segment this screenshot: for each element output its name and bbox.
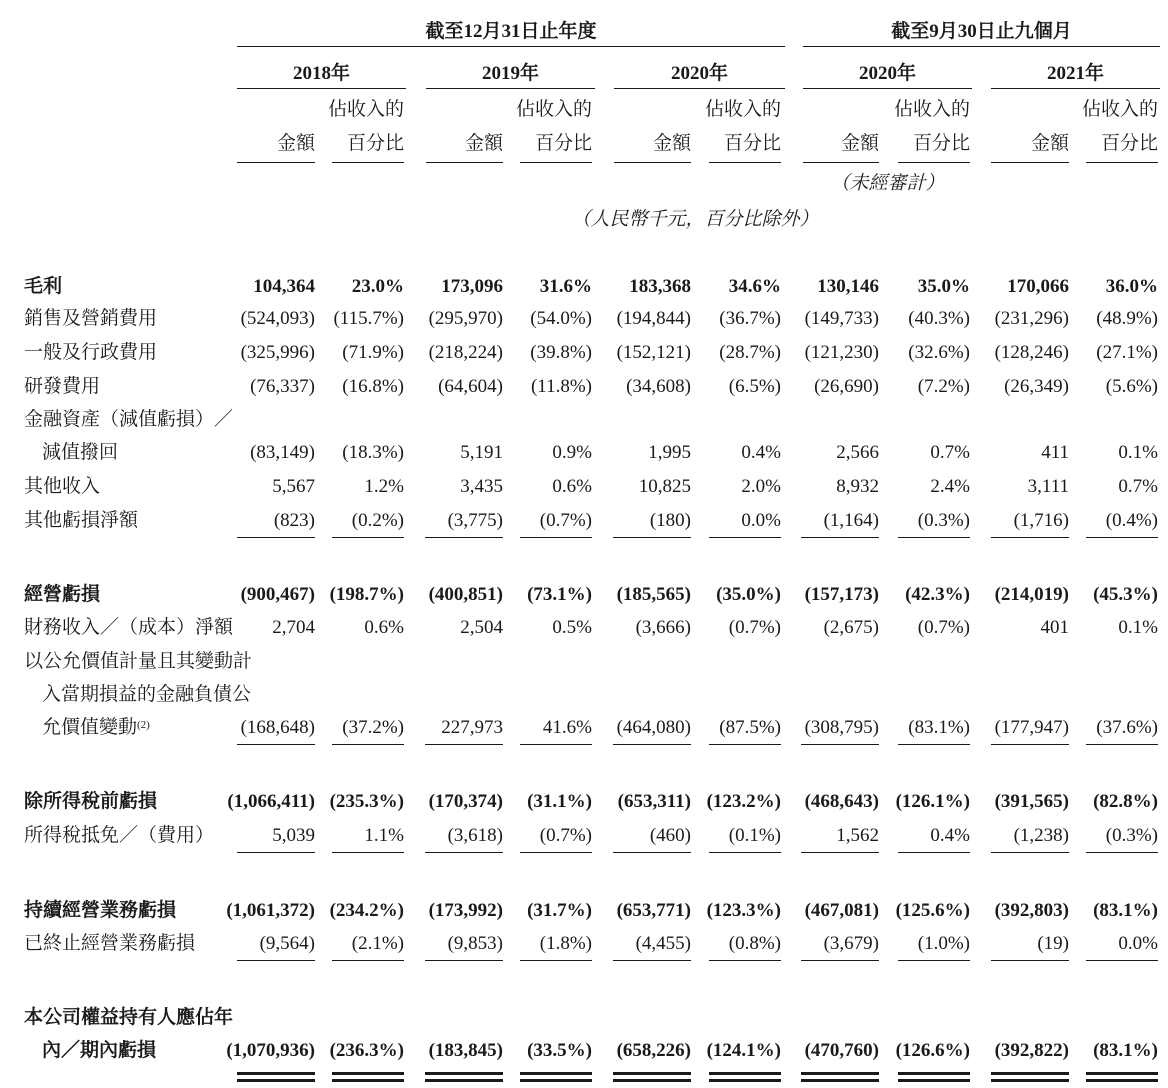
subtotal-rule — [991, 960, 1069, 961]
subtotal-rule — [801, 960, 879, 961]
amount-cell: (173,992) — [428, 900, 503, 921]
total-double-rule — [237, 1079, 315, 1082]
row-label: 內／期內虧損 — [42, 1040, 157, 1061]
amount-cell: (194,844) — [616, 308, 691, 329]
amount-cell: (392,822) — [994, 1040, 1069, 1061]
pct-header-line1-2020: 佔收入的 — [704, 99, 781, 120]
amount-cell: (468,643) — [804, 791, 879, 812]
row-label: 除所得稅前虧損 — [24, 791, 158, 812]
row-label: 毛利 — [24, 276, 63, 297]
amount-cell: (1,061,372) — [226, 900, 315, 921]
subtotal-rule — [613, 744, 691, 745]
amount-header-rule — [614, 162, 691, 163]
pct-cell: (37.2%) — [342, 717, 404, 738]
row-label: 入當期損益的金融負債公 — [42, 684, 252, 705]
amount-cell: (231,296) — [994, 308, 1069, 329]
amount-cell: 3,435 — [460, 476, 503, 497]
pct-cell: 0.9% — [552, 442, 592, 463]
pct-cell: 0.7% — [930, 442, 970, 463]
pct-cell: (126.6%) — [895, 1040, 970, 1061]
pct-header-line1-2019: 佔收入的 — [515, 99, 592, 120]
pct-cell: (0.8%) — [728, 933, 781, 954]
amount-cell: (470,760) — [804, 1040, 879, 1061]
total-double-rule — [613, 1072, 691, 1075]
total-double-rule — [332, 1079, 404, 1082]
subtotal-rule — [801, 744, 879, 745]
total-double-rule — [709, 1072, 781, 1075]
pct-cell: (27.1%) — [1096, 342, 1158, 363]
pct-cell: (0.7%) — [917, 617, 970, 638]
row-label: 財務收入／（成本）淨額 — [24, 617, 234, 638]
amount-cell: (658,226) — [616, 1040, 691, 1061]
row-label: 減值撥回 — [42, 442, 119, 463]
subtotal-rule — [898, 537, 970, 538]
pct-cell: (236.3%) — [329, 1040, 404, 1061]
pct-cell: (124.1%) — [706, 1040, 781, 1061]
pct-cell: (0.3%) — [1105, 825, 1158, 846]
total-double-rule — [991, 1072, 1069, 1075]
amount-cell: (149,733) — [804, 308, 879, 329]
amount-cell: (9,853) — [447, 933, 503, 954]
pct-cell: (0.1%) — [728, 825, 781, 846]
row-label: 金融資產（減值虧損）／ — [24, 409, 234, 430]
subtotal-rule — [613, 960, 691, 961]
pct-cell: (123.2%) — [706, 791, 781, 812]
subtotal-rule — [991, 537, 1069, 538]
pct-cell: (48.9%) — [1096, 308, 1158, 329]
pct-cell: (31.1%) — [527, 791, 592, 812]
subtotal-rule — [991, 852, 1069, 853]
pct-cell: (0.7%) — [728, 617, 781, 638]
pct-cell: (0.2%) — [351, 510, 404, 531]
pct-cell: (126.1%) — [895, 791, 970, 812]
amount-header-rule — [991, 162, 1069, 163]
year-rule-2019 — [426, 88, 595, 89]
row-label: 一般及行政費用 — [24, 342, 158, 363]
year-header-2019: 2019年 — [481, 63, 539, 84]
amount-cell: (170,374) — [428, 791, 503, 812]
subtotal-rule — [237, 960, 315, 961]
amount-cell: (9,564) — [259, 933, 315, 954]
year-rule-2021-9m — [991, 88, 1160, 89]
pct-cell: (36.7%) — [719, 308, 781, 329]
pct-cell: (45.3%) — [1093, 584, 1158, 605]
pct-cell: (71.9%) — [342, 342, 404, 363]
amount-cell: (183,845) — [428, 1040, 503, 1061]
subtotal-rule — [1086, 852, 1158, 853]
subtotal-rule — [520, 744, 592, 745]
pct-cell: (83.1%) — [1093, 900, 1158, 921]
subtotal-rule — [1086, 960, 1158, 961]
group-rule-year-ended — [237, 46, 785, 47]
amount-cell: (180) — [649, 510, 691, 531]
pct-cell: (0.4%) — [1105, 510, 1158, 531]
amount-cell: 5,039 — [272, 825, 315, 846]
group-title-year-ended: 截至12月31日止年度 — [425, 21, 597, 42]
pct-header-line2-2019: 百分比 — [534, 133, 592, 154]
amount-cell: 10,825 — [638, 476, 691, 497]
pct-cell: (28.7%) — [719, 342, 781, 363]
subtotal-rule — [1086, 537, 1158, 538]
amount-cell: (3,679) — [823, 933, 879, 954]
total-double-rule — [898, 1079, 970, 1082]
subtotal-rule — [425, 852, 503, 853]
pct-header-rule — [898, 162, 970, 163]
amount-cell: (1,238) — [1013, 825, 1069, 846]
pct-cell: 0.5% — [552, 617, 592, 638]
amount-cell: (3,666) — [635, 617, 691, 638]
pct-cell: (2.1%) — [351, 933, 404, 954]
amount-cell: (3,618) — [447, 825, 503, 846]
pct-cell: (87.5%) — [719, 717, 781, 738]
row-label: 以公允價值計量且其變動計 — [24, 651, 253, 672]
pct-cell: 0.4% — [741, 442, 781, 463]
amount-cell: (325,996) — [240, 342, 315, 363]
pct-cell: 41.6% — [542, 717, 592, 738]
amount-header-2019: 金額 — [464, 133, 503, 154]
pct-cell: (54.0%) — [530, 308, 592, 329]
pct-cell: (0.7%) — [539, 510, 592, 531]
amount-header-2021-9m: 金額 — [1030, 133, 1069, 154]
pct-header-line2-2018: 百分比 — [346, 133, 404, 154]
pct-header-line1-2021-9m: 佔收入的 — [1081, 99, 1158, 120]
row-label: 其他收入 — [24, 476, 101, 497]
pct-cell: 0.1% — [1118, 442, 1158, 463]
amount-cell: (464,080) — [616, 717, 691, 738]
amount-cell: (121,230) — [804, 342, 879, 363]
pct-header-line1-2020-9m: 佔收入的 — [893, 99, 970, 120]
amount-cell: (1,716) — [1013, 510, 1069, 531]
row-label: 經營虧損 — [24, 584, 101, 605]
total-double-rule — [520, 1072, 592, 1075]
subtotal-rule — [613, 537, 691, 538]
amount-cell: (26,349) — [1004, 376, 1069, 397]
pct-cell: (5.6%) — [1105, 376, 1158, 397]
amount-cell: (214,019) — [994, 584, 1069, 605]
total-double-rule — [425, 1072, 503, 1075]
pct-cell: (7.2%) — [917, 376, 970, 397]
pct-cell: (125.6%) — [895, 900, 970, 921]
amount-cell: 170,066 — [1007, 276, 1069, 297]
subtotal-rule — [520, 852, 592, 853]
pct-cell: 0.4% — [930, 825, 970, 846]
pct-header-line2-2020: 百分比 — [723, 133, 781, 154]
subtotal-rule — [801, 537, 879, 538]
amount-cell: (83,149) — [250, 442, 315, 463]
amount-cell: (76,337) — [250, 376, 315, 397]
subtotal-rule — [898, 960, 970, 961]
amount-cell: (26,690) — [814, 376, 879, 397]
subtotal-rule — [425, 744, 503, 745]
amount-cell: (524,093) — [240, 308, 315, 329]
amount-cell: (218,224) — [428, 342, 503, 363]
pct-cell: 0.1% — [1118, 617, 1158, 638]
row-label: 其他虧損淨額 — [24, 510, 139, 531]
row-label: 允價值變動$^{(2)}$ — [42, 717, 150, 738]
subtotal-rule — [425, 960, 503, 961]
pct-cell: 0.6% — [364, 617, 404, 638]
row-label: 已終止經營業務虧損 — [24, 933, 196, 954]
total-double-rule — [1086, 1072, 1158, 1075]
amount-cell: (4,455) — [635, 933, 691, 954]
pct-header-line2-2021-9m: 百分比 — [1100, 133, 1158, 154]
amount-cell: 104,364 — [253, 276, 315, 297]
amount-cell: 5,567 — [272, 476, 315, 497]
pct-cell: (16.8%) — [342, 376, 404, 397]
pct-cell: 0.6% — [552, 476, 592, 497]
pct-cell: (0.3%) — [917, 510, 970, 531]
pct-cell: (83.1%) — [908, 717, 970, 738]
group-rule-nine-months — [803, 46, 1160, 47]
total-double-rule — [332, 1072, 404, 1075]
pct-header-line2-2020-9m: 百分比 — [912, 133, 970, 154]
amount-cell: (1,070,936) — [226, 1040, 315, 1061]
pct-cell: (1.0%) — [917, 933, 970, 954]
amount-cell: (900,467) — [240, 584, 315, 605]
pct-header-rule — [1086, 162, 1158, 163]
subtotal-rule — [425, 537, 503, 538]
amount-cell: (653,311) — [617, 791, 691, 812]
total-double-rule — [801, 1072, 879, 1075]
year-header-2018: 2018年 — [292, 63, 350, 84]
pct-cell: 1.2% — [364, 476, 404, 497]
amount-cell: 1,995 — [648, 442, 691, 463]
subtotal-rule — [709, 744, 781, 745]
total-double-rule — [425, 1079, 503, 1082]
amount-cell: 227,973 — [441, 717, 503, 738]
amount-cell: (2,675) — [823, 617, 879, 638]
pct-cell: (18.3%) — [342, 442, 404, 463]
subtotal-rule — [237, 744, 315, 745]
subtotal-rule — [332, 960, 404, 961]
amount-cell: (152,121) — [616, 342, 691, 363]
amount-cell: 8,932 — [836, 476, 879, 497]
amount-header-rule — [803, 162, 879, 163]
pct-cell: 34.6% — [728, 276, 781, 297]
pct-cell: (115.7%) — [333, 308, 404, 329]
pct-cell: (0.7%) — [539, 825, 592, 846]
amount-cell: 130,146 — [817, 276, 879, 297]
amount-cell: 5,191 — [460, 442, 503, 463]
amount-cell: (308,795) — [804, 717, 879, 738]
year-rule-2020-9m — [803, 88, 972, 89]
amount-cell: (157,173) — [804, 584, 879, 605]
amount-cell: (128,246) — [994, 342, 1069, 363]
subtotal-rule — [991, 744, 1069, 745]
amount-cell: (392,803) — [994, 900, 1069, 921]
pct-header-line1-2018: 佔收入的 — [327, 99, 404, 120]
pct-cell: (37.6%) — [1096, 717, 1158, 738]
total-double-rule — [898, 1072, 970, 1075]
amount-cell: (168,648) — [240, 717, 315, 738]
year-header-2020: 2020年 — [670, 63, 728, 84]
year-rule-2020 — [614, 88, 785, 89]
subtotal-rule — [332, 744, 404, 745]
pct-cell: (35.0%) — [716, 584, 781, 605]
total-double-rule — [613, 1079, 691, 1082]
amount-cell: (19) — [1037, 933, 1069, 954]
amount-cell: 2,704 — [272, 617, 315, 638]
row-label: 所得稅抵免／（費用） — [24, 825, 215, 846]
amount-cell: (1,066,411) — [227, 791, 315, 812]
total-double-rule — [520, 1079, 592, 1082]
pct-cell: (6.5%) — [728, 376, 781, 397]
subtotal-rule — [801, 852, 879, 853]
subtotal-rule — [1086, 744, 1158, 745]
pct-cell: 36.0% — [1105, 276, 1158, 297]
total-double-rule — [801, 1079, 879, 1082]
unaudited-note: （未經審計） — [830, 173, 945, 194]
total-double-rule — [709, 1079, 781, 1082]
pct-cell: 0.7% — [1118, 476, 1158, 497]
amount-cell: (34,608) — [626, 376, 691, 397]
row-label: 持續經營業務虧損 — [24, 900, 177, 921]
pct-cell: (235.3%) — [329, 791, 404, 812]
pct-cell: (39.8%) — [530, 342, 592, 363]
footnote-marker: (2) — [137, 719, 150, 731]
pct-cell: (83.1%) — [1093, 1040, 1158, 1061]
amount-cell: 173,096 — [441, 276, 503, 297]
amount-header-rule — [426, 162, 503, 163]
total-double-rule — [237, 1072, 315, 1075]
amount-cell: (460) — [649, 825, 691, 846]
pct-cell: (82.8%) — [1093, 791, 1158, 812]
amount-cell: 3,111 — [1027, 476, 1069, 497]
pct-cell: (31.7%) — [527, 900, 592, 921]
row-label: 研發費用 — [24, 376, 101, 397]
pct-header-rule — [709, 162, 781, 163]
pct-header-rule — [332, 162, 404, 163]
amount-cell: (391,565) — [994, 791, 1069, 812]
subtotal-rule — [237, 852, 315, 853]
amount-cell: (64,604) — [438, 376, 503, 397]
amount-header-rule — [237, 162, 315, 163]
pct-cell: 35.0% — [917, 276, 970, 297]
amount-header-2020-9m: 金額 — [840, 133, 879, 154]
amount-cell: (1,164) — [823, 510, 879, 531]
amount-cell: 2,504 — [460, 617, 503, 638]
pct-header-rule — [520, 162, 592, 163]
amount-cell: 183,368 — [629, 276, 691, 297]
pct-cell: 23.0% — [351, 276, 404, 297]
amount-cell: (3,775) — [447, 510, 503, 531]
year-header-2020-9m: 2020年 — [858, 63, 916, 84]
pct-cell: 0.0% — [1118, 933, 1158, 954]
pct-cell: (40.3%) — [908, 308, 970, 329]
pct-cell: (73.1%) — [527, 584, 592, 605]
subtotal-rule — [332, 537, 404, 538]
pct-cell: 0.0% — [741, 510, 781, 531]
subtotal-rule — [709, 960, 781, 961]
year-rule-2018 — [237, 88, 406, 89]
amount-header-2020: 金額 — [652, 133, 691, 154]
amount-cell: (185,565) — [616, 584, 691, 605]
pct-cell: 2.0% — [741, 476, 781, 497]
pct-cell: 1.1% — [364, 825, 404, 846]
amount-cell: (653,771) — [616, 900, 691, 921]
subtotal-rule — [898, 852, 970, 853]
amount-cell: (295,970) — [428, 308, 503, 329]
subtotal-rule — [237, 537, 315, 538]
amount-cell: 411 — [1041, 442, 1069, 463]
subtotal-rule — [332, 852, 404, 853]
subtotal-rule — [520, 537, 592, 538]
pct-cell: (32.6%) — [908, 342, 970, 363]
unit-note: （人民幣千元，百分比除外） — [571, 209, 819, 230]
pct-cell: (11.8%) — [530, 376, 592, 397]
pct-cell: 2.4% — [930, 476, 970, 497]
total-double-rule — [991, 1079, 1069, 1082]
amount-cell: (823) — [273, 510, 315, 531]
amount-cell: (467,081) — [804, 900, 879, 921]
subtotal-rule — [898, 744, 970, 745]
pct-cell: 31.6% — [539, 276, 592, 297]
group-title-nine-months: 截至9月30日止九個月 — [891, 21, 1072, 42]
amount-cell: 401 — [1040, 617, 1069, 638]
year-header-2021-9m: 2021年 — [1046, 63, 1104, 84]
subtotal-rule — [709, 537, 781, 538]
amount-header-2018: 金額 — [276, 133, 315, 154]
total-double-rule — [1086, 1079, 1158, 1082]
amount-cell: (400,851) — [428, 584, 503, 605]
amount-cell: 1,562 — [836, 825, 879, 846]
pct-cell: (1.8%) — [539, 933, 592, 954]
pct-cell: (42.3%) — [905, 584, 970, 605]
row-label: 本公司權益持有人應佔年 — [24, 1007, 234, 1028]
subtotal-rule — [520, 960, 592, 961]
subtotal-rule — [613, 852, 691, 853]
pct-cell: (198.7%) — [329, 584, 404, 605]
subtotal-rule — [709, 852, 781, 853]
pct-cell: (33.5%) — [527, 1040, 592, 1061]
pct-cell: (123.3%) — [706, 900, 781, 921]
amount-cell: (177,947) — [994, 717, 1069, 738]
pct-cell: (234.2%) — [329, 900, 404, 921]
row-label: 銷售及營銷費用 — [24, 308, 158, 329]
amount-cell: 2,566 — [836, 442, 879, 463]
